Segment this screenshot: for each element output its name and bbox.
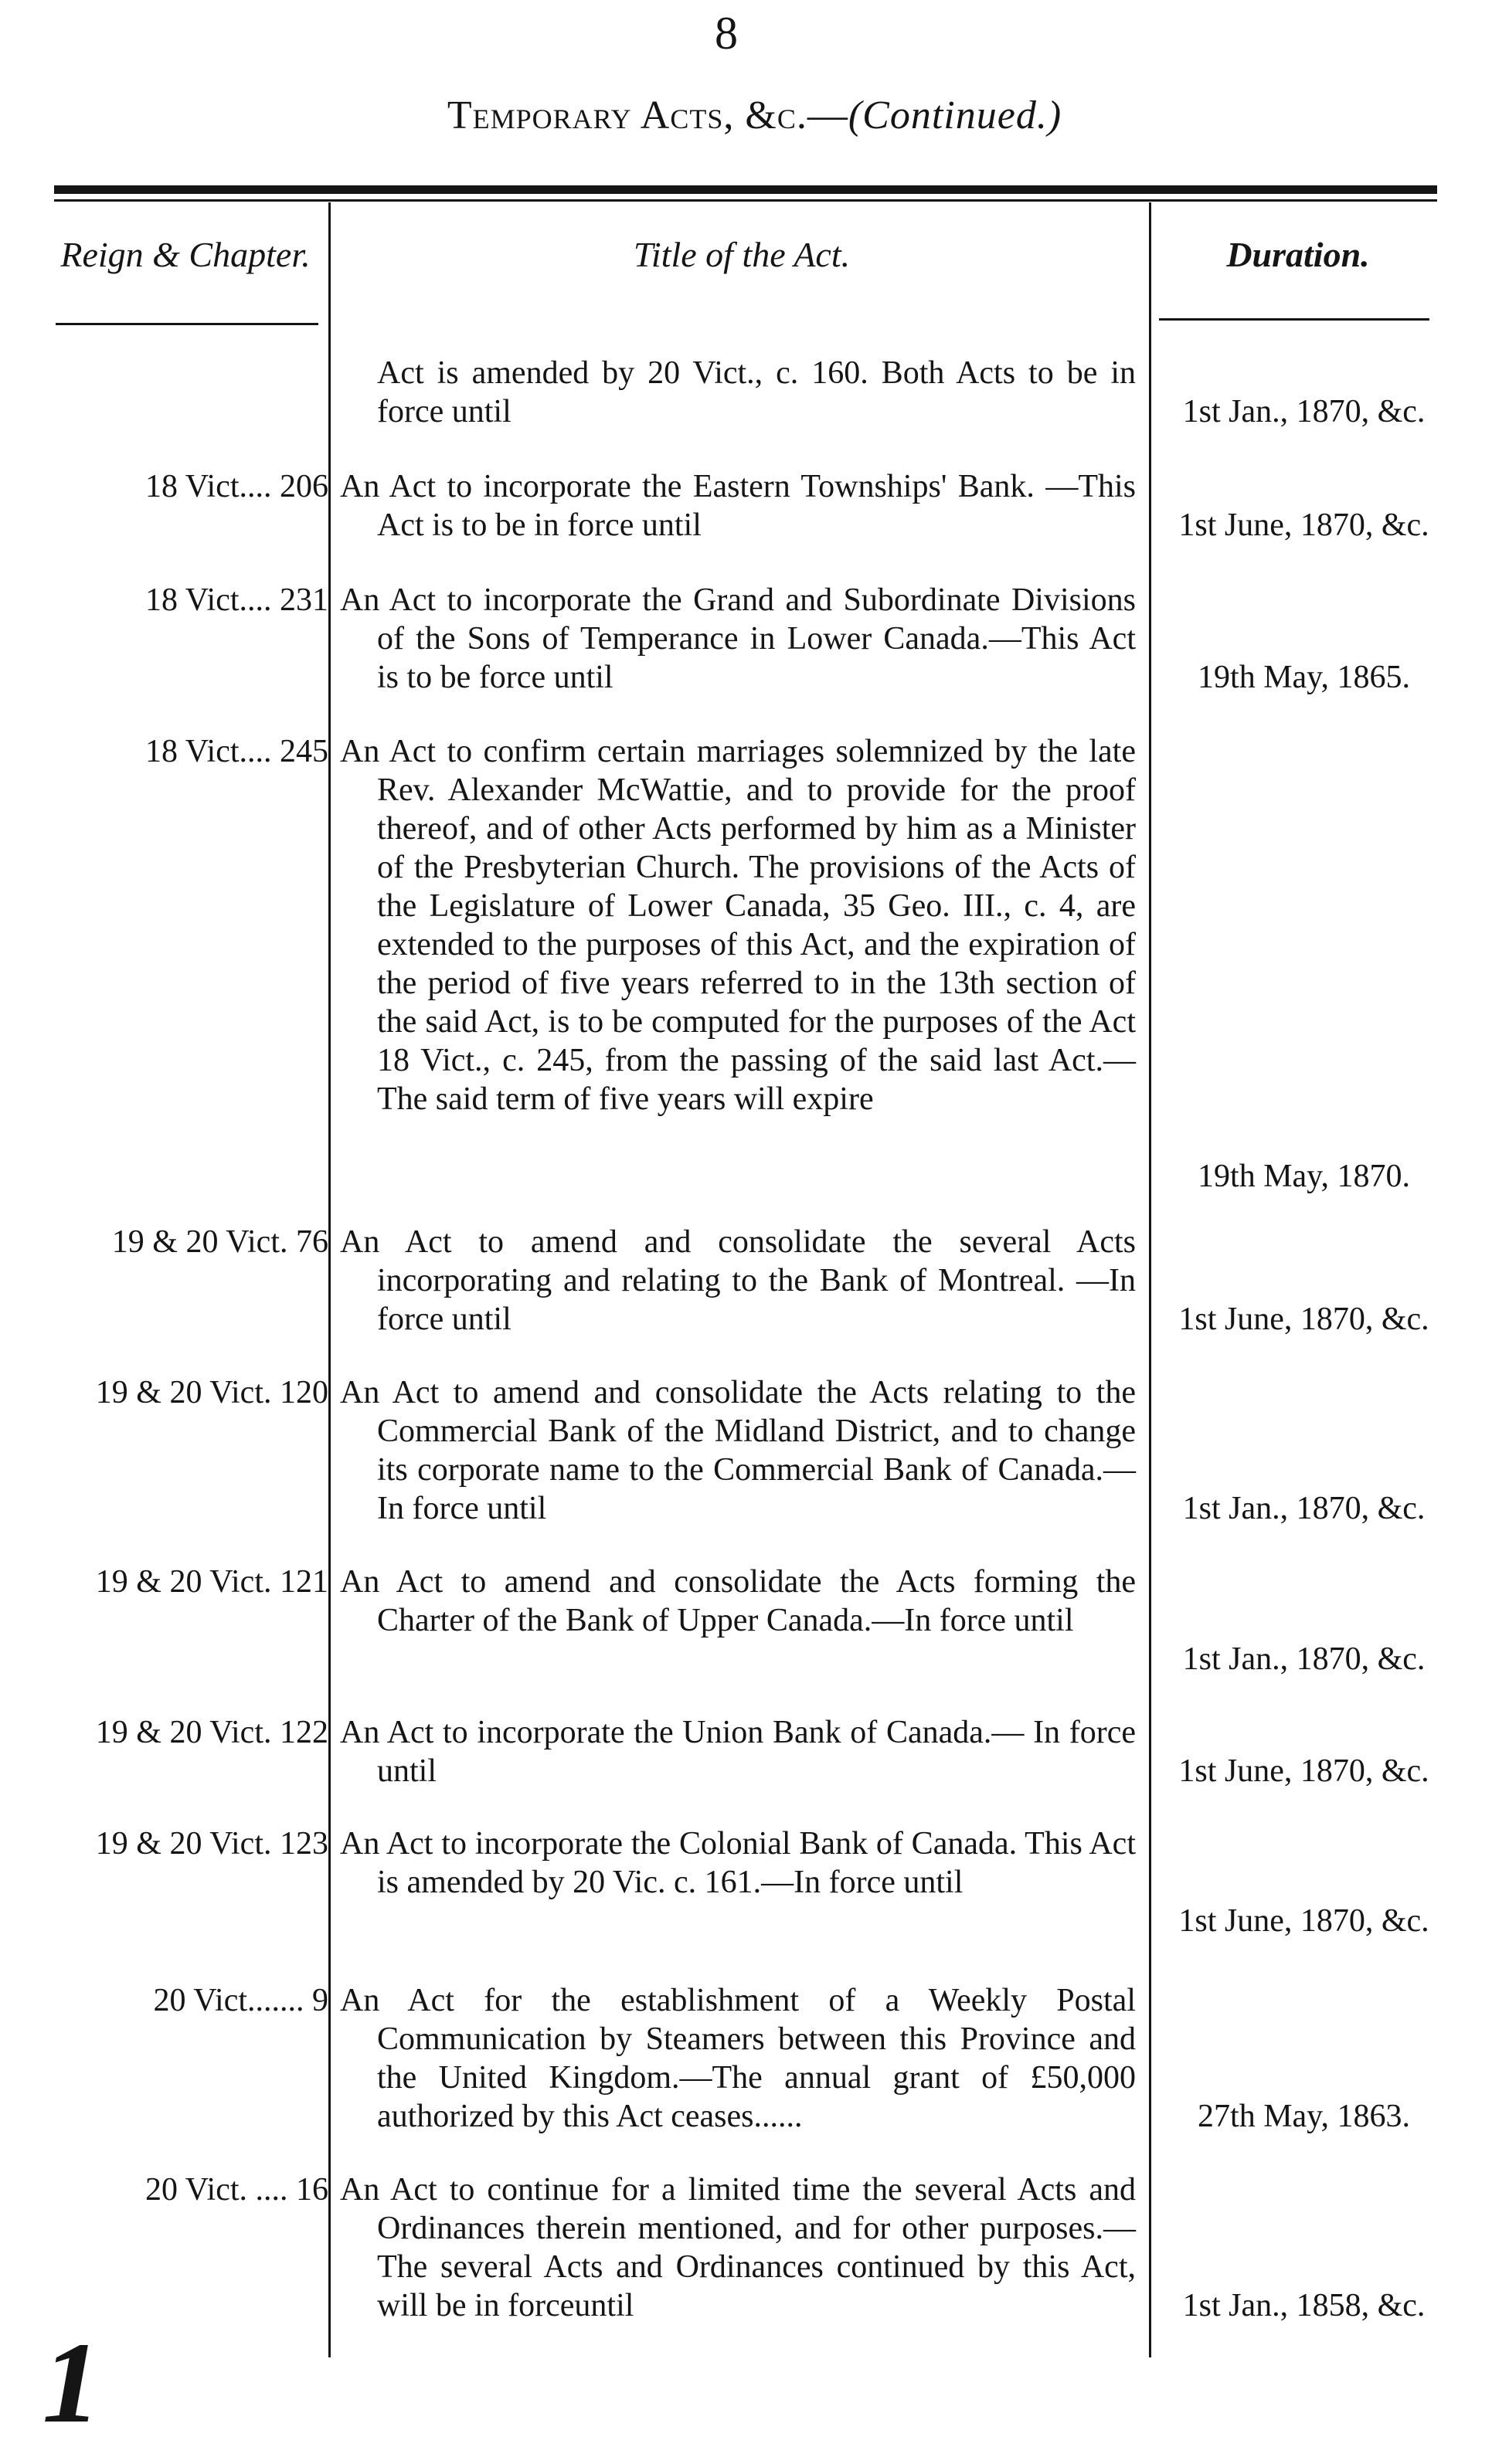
reign-chapter: 18 Vict.... 206 [144, 469, 328, 504]
act-duration: 27th May, 1863. [1198, 2099, 1410, 2134]
act-title: An Act to continue for a limited time the several Acts and Ordinances therein mentioned, and for other purposes.—The several Acts and Ordinances continued by this Act, will be in forceuntil [340, 2172, 1136, 2323]
column-header-rule-left [56, 323, 318, 325]
act-duration: 19th May, 1870. [1198, 1159, 1410, 1194]
header-rule-thick [54, 185, 1437, 194]
act-duration: 1st June, 1870, &c. [1178, 1302, 1429, 1337]
column-header-duration: Duration. [1226, 235, 1370, 274]
page-title [0, 91, 1509, 141]
column-header-title: Title of the Act. [633, 235, 851, 274]
reign-chapter: 20 Vict....... 9 [153, 1983, 328, 2018]
reign-chapter: 19 & 20 Vict. 76 [111, 1224, 328, 1260]
act-title: An Act to confirm certain marriages solemnized by the late Rev. Alexander McWattie, and to provide for the proof thereof, and of other Acts performed by him as a Minister of the Presbyterian Church. The provisions of the Acts of the Legislature of Lower Canada, 35 Geo. III., c. 4, are extended to the purposes of this Act, and the expiration of the period of five years referred to in the 13th section of the said Act, is to be computed for the purposes of the Act 18 Vict., c. 245, from the passing of the said last Act.—The said term of five years will expire [340, 734, 1136, 1117]
reign-chapter: 20 Vict. .... 16 [144, 2172, 328, 2208]
act-duration: 1st Jan., 1870, &c. [1182, 394, 1426, 429]
act-title: An Act for the establishment of a Weekly Postal Communication by Steamers between this Province and the United Kingdom.—The annual grant of £50,000 authorized by this Act ceases...... [340, 1983, 1136, 2134]
reign-chapter: 19 & 20 Vict. 121 [95, 1564, 328, 1600]
column-header-reign: Reign & Chapter. [60, 235, 311, 274]
page-number: 8 [715, 8, 738, 59]
page-title-main: Temporary Acts, &c.— [447, 93, 848, 137]
reign-chapter: 18 Vict.... 245 [144, 734, 328, 769]
reign-chapter: 19 & 20 Vict. 120 [95, 1375, 328, 1410]
act-title: An Act to amend and consolidate the Acts forming the Charter of the Bank of Upper Canada.—In force until [340, 1564, 1136, 1638]
act-title: Act is amended by 20 Vict., c. 160. Both Acts to be in force until [377, 355, 1136, 429]
act-title: An Act to incorporate the Union Bank of Canada.— In force until [340, 1715, 1136, 1789]
act-duration: 1st June, 1870, &c. [1178, 1903, 1429, 1939]
reign-chapter: 19 & 20 Vict. 123 [95, 1826, 328, 1862]
act-duration: 1st Jan., 1870, &c. [1182, 1491, 1426, 1526]
act-duration: 1st June, 1870, &c. [1178, 1753, 1429, 1789]
act-title: An Act to amend and consolidate the Acts relating to the Commercial Bank of the Midland District, and to change its corporate name to the Commercial Bank of Canada.—In force until [340, 1375, 1136, 1526]
act-title: An Act to amend and consolidate the several Acts incorporating and relating to the Bank of Montreal. —In force until [340, 1224, 1136, 1337]
act-duration: 1st Jan., 1870, &c. [1182, 1641, 1426, 1677]
column-header-rule-right [1159, 318, 1429, 321]
act-title: An Act to incorporate the Eastern Townships' Bank. —This Act is to be in force until [340, 469, 1136, 543]
act-duration: 1st Jan., 1858, &c. [1182, 2288, 1426, 2323]
column-divider-left [328, 202, 331, 2357]
column-divider-right [1149, 202, 1151, 2357]
margin-mark: 1 [31, 2319, 112, 2447]
act-duration: 1st June, 1870, &c. [1178, 507, 1429, 543]
page-title-continued: (Continued.) [848, 93, 1062, 137]
reign-chapter: 18 Vict.... 231 [144, 582, 328, 618]
act-duration: 19th May, 1865. [1198, 660, 1410, 695]
reign-chapter: 19 & 20 Vict. 122 [95, 1715, 328, 1750]
act-title: An Act to incorporate the Grand and Subordinate Divisions of the Sons of Temperance in Lower Canada.—This Act is to be force until [340, 582, 1136, 695]
act-title: An Act to incorporate the Colonial Bank of Canada. This Act is amended by 20 Vic. c. 161.—In force until [340, 1826, 1136, 1900]
header-rule-thin [54, 199, 1437, 202]
